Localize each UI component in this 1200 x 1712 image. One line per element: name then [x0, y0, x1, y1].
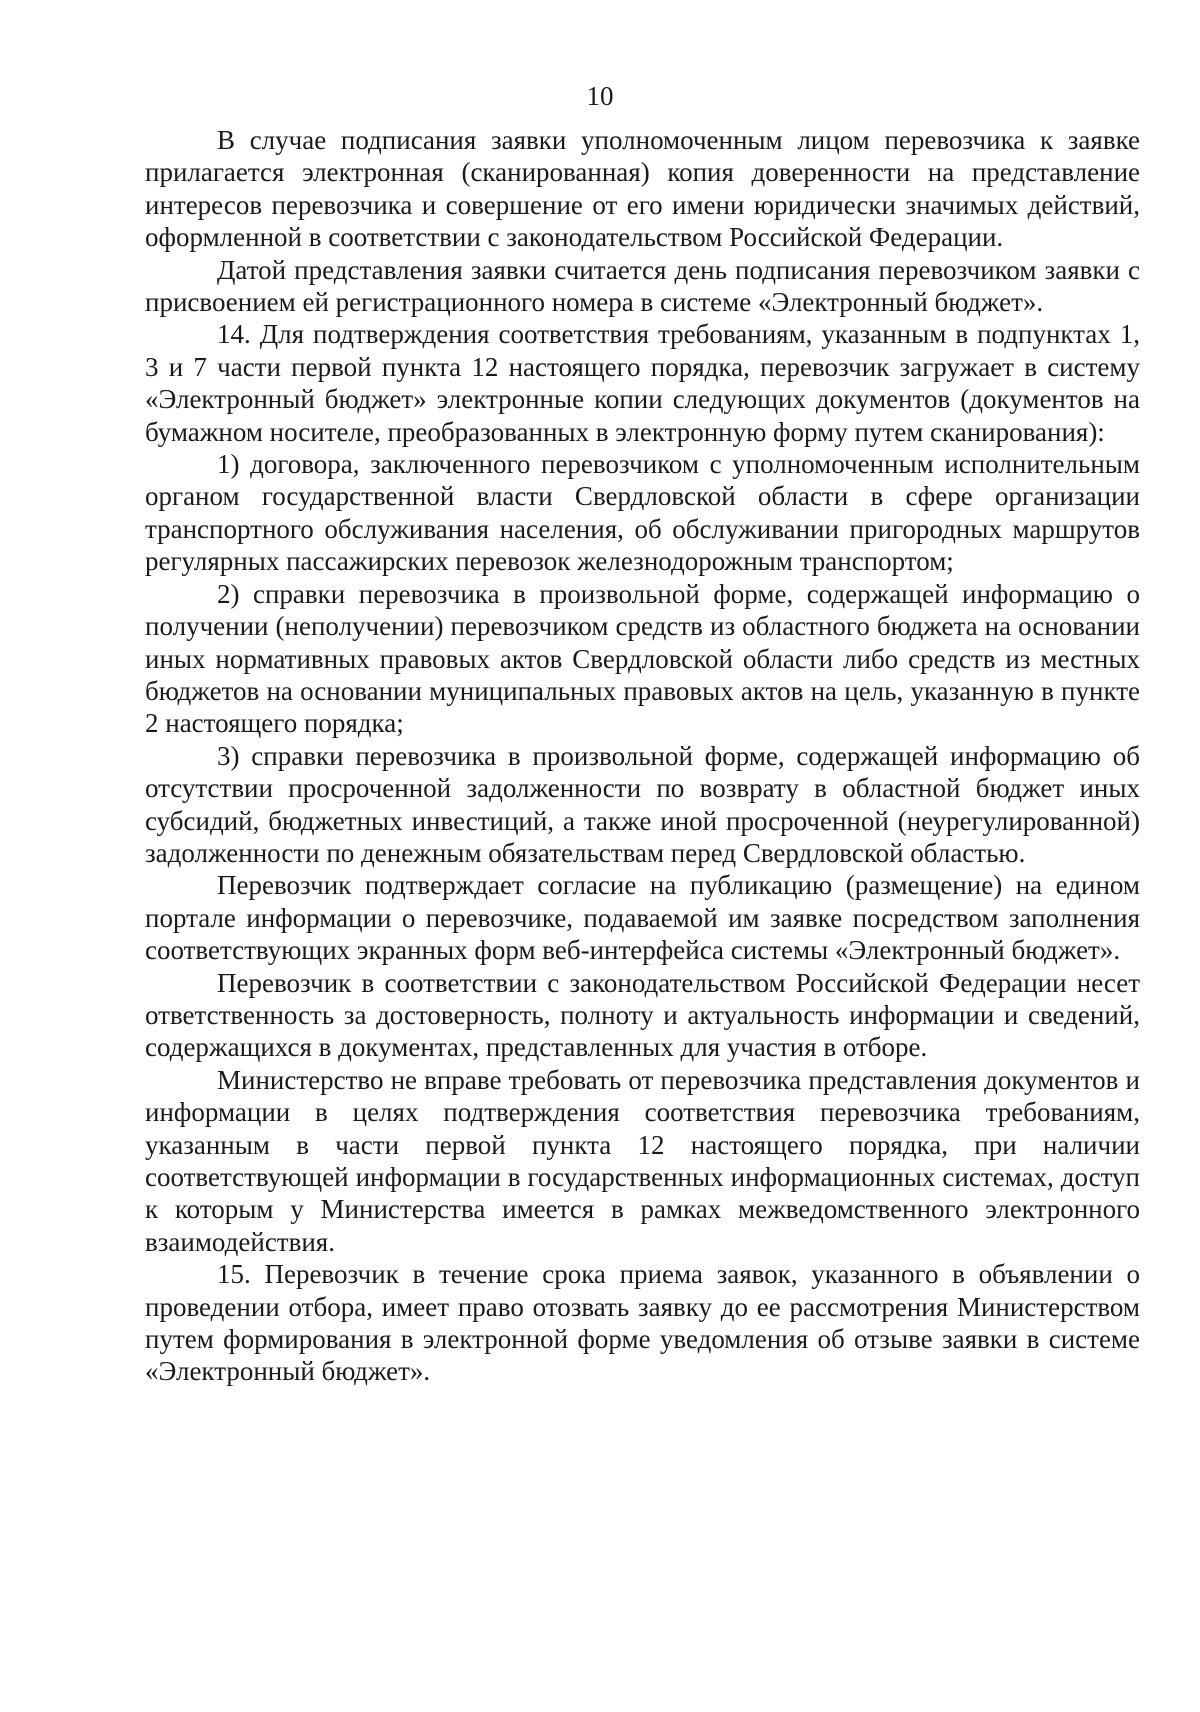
paragraph-signing-by-representative: В случае подписания заявки уполномоченным лицом перевозчика к заявке прилагается электронная (сканированная) копия доверенности на представление интересов перевозчика и совершение от его имени юридически значимых действий, оформленной в соответствии с законодательством Российской Федерации.: [145, 125, 1140, 253]
paragraph-publication-consent: Перевозчик подтверждает согласие на публикацию (размещение) на едином портале информации о перевозчике, подаваемой им заявке посредством заполнения соответствующих экранных форм веб-интерфейса системы «Электронный бюджет».: [145, 870, 1140, 966]
page-number: 10: [586, 81, 614, 111]
paragraph-submission-date: Датой представления заявки считается день подписания перевозчиком заявки с присвоением ей регистрационного номера в системе «Электронный бюджет».: [145, 254, 1140, 318]
paragraph-ministry-restriction: Министерство не вправе требовать от перевозчика представления документов и информации в целях подтверждения соответствия перевозчика требованиям, указанным в части первой пункта 12 настоящего порядка, при наличии соответствующей информации в государственных информационных системах, доступ к которым у Министерства имеется в рамках межведомственного электронного взаимодействия.: [145, 1064, 1140, 1257]
paragraph-item-15-withdrawal: 15. Перевозчик в течение срока приема заявок, указанного в объявлении о проведении отбора, имеет право отозвать заявку до ее рассмотрения Министерством путем формирования в электронной форме уведомления об отзыве заявки в системе «Электронный бюджет».: [145, 1259, 1140, 1387]
paragraph-subitem-2-funding-certificate: 2) справки перевозчика в произвольной форме, содержащей информацию о получении (неполучении) перевозчиком средств из областного бюджета на основании иных нормативных правовых актов Свердловской области либо средств из местных бюджетов на основании муниципальных правовых актов на цель, указанную в пункте 2 настоящего порядка;: [145, 578, 1140, 739]
paragraph-carrier-responsibility: Перевозчик в соответствии с законодательством Российской Федерации несет ответственность за достоверность, полноту и актуальность информации и сведений, содержащихся в документах, представленных для участия в отборе.: [145, 967, 1140, 1063]
paragraph-item-14: 14. Для подтверждения соответствия требованиям, указанным в подпунктах 1, 3 и 7 части первой пункта 12 настоящего порядка, перевозчик загружает в систему «Электронный бюджет» электронные копии следующих документов (документов на бумажном носителе, преобразованных в электронную форму путем сканирования):: [145, 319, 1140, 447]
paragraph-subitem-1-contract: 1) договора, заключенного перевозчиком с уполномоченным исполнительным органом государственной власти Свердловской области в сфере организации транспортного обслуживания населения, об обслуживании пригородных маршрутов регулярных пассажирских перевозок железнодорожным транспортом;: [145, 449, 1140, 577]
document-body: [145, 124, 1140, 1388]
paragraph-subitem-3-debt-certificate: 3) справки перевозчика в произвольной форме, содержащей информацию об отсутствии просроченной задолженности по возврату в областной бюджет иных субсидий, бюджетных инвестиций, а также иной просроченной (неурегулированной) задолженности по денежным обязательствам перед Свердловской областью.: [145, 740, 1140, 868]
